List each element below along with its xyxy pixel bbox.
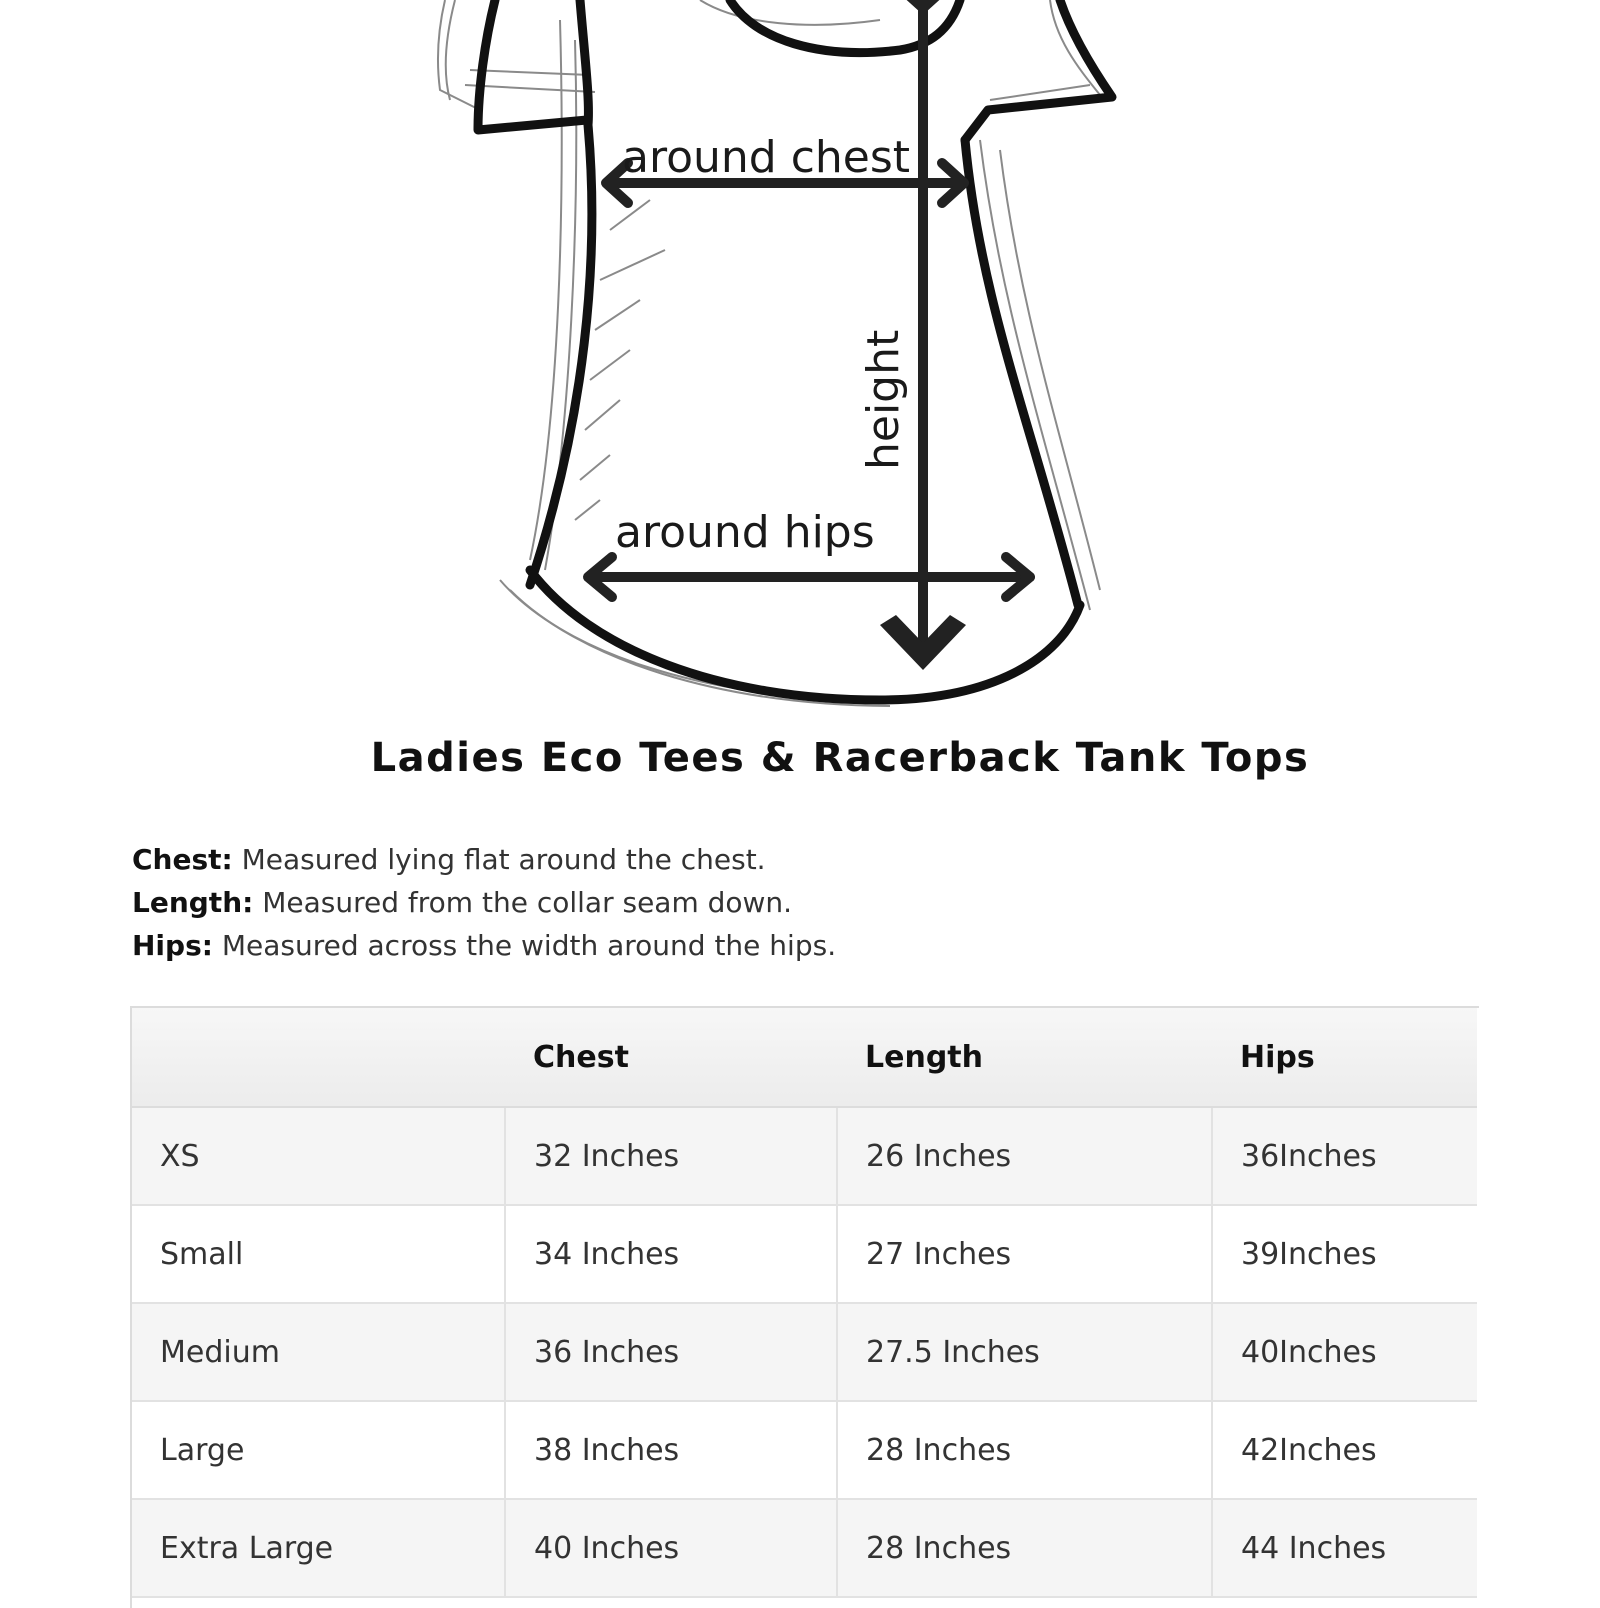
table-cell: 38 Inches: [505, 1401, 837, 1499]
table-cell: 44 Inches: [1212, 1499, 1477, 1597]
hips-label: around hips: [615, 507, 875, 558]
note-term: Chest:: [132, 843, 233, 876]
table-cell: 40Inches: [1212, 1303, 1477, 1401]
note-chest: [132, 838, 836, 881]
note-text: Measured across the width around the hips.: [221, 929, 837, 962]
height-label: height: [858, 329, 909, 470]
column-header: Hips: [1212, 1008, 1477, 1107]
note-term: Length:: [132, 886, 254, 919]
table-cell: Large: [132, 1401, 505, 1499]
table-cell: 27.5 Inches: [837, 1303, 1212, 1401]
note-hips: [132, 924, 836, 967]
note-term: Hips:: [132, 929, 213, 962]
table-cell: 36Inches: [1212, 1107, 1477, 1205]
table-cell: 39Inches: [1212, 1205, 1477, 1303]
tshirt-outline: [478, 0, 1112, 700]
table-cell: 34 Inches: [505, 1205, 837, 1303]
note-text: Measured from the collar seam down.: [262, 886, 793, 919]
table-cell: XS: [132, 1107, 505, 1205]
chest-label: around chest: [622, 132, 911, 183]
column-header: Length: [837, 1008, 1212, 1107]
table-cell: 40 Inches: [505, 1499, 837, 1597]
table-cell: 32 Inches: [505, 1107, 837, 1205]
table-cell: 26 Inches: [837, 1107, 1212, 1205]
column-header: [132, 1008, 505, 1107]
table-header-row: [132, 1008, 1477, 1107]
table-row: [132, 1499, 1477, 1597]
size-chart-table: [132, 1008, 1477, 1598]
table-cell: Small: [132, 1205, 505, 1303]
measurement-notes: [132, 838, 836, 967]
measurement-arrows: [588, 0, 1030, 660]
note-length: [132, 881, 836, 924]
table-row: [132, 1401, 1477, 1499]
column-header: Chest: [505, 1008, 837, 1107]
table-row: [132, 1205, 1477, 1303]
table-cell: 28 Inches: [837, 1401, 1212, 1499]
table-cell: 27 Inches: [837, 1205, 1212, 1303]
table-cell: 36 Inches: [505, 1303, 837, 1401]
table-row: [132, 1303, 1477, 1401]
table-cell: 42Inches: [1212, 1401, 1477, 1499]
table-cell: Medium: [132, 1303, 505, 1401]
note-text: Measured lying flat around the chest.: [241, 843, 766, 876]
page-title: Ladies Eco Tees & Racerback Tank Tops: [370, 735, 1310, 781]
table-cell: Extra Large: [132, 1499, 505, 1597]
table-cell: 28 Inches: [837, 1499, 1212, 1597]
table-row: [132, 1107, 1477, 1205]
tshirt-measurement-diagram: [0, 0, 1600, 720]
